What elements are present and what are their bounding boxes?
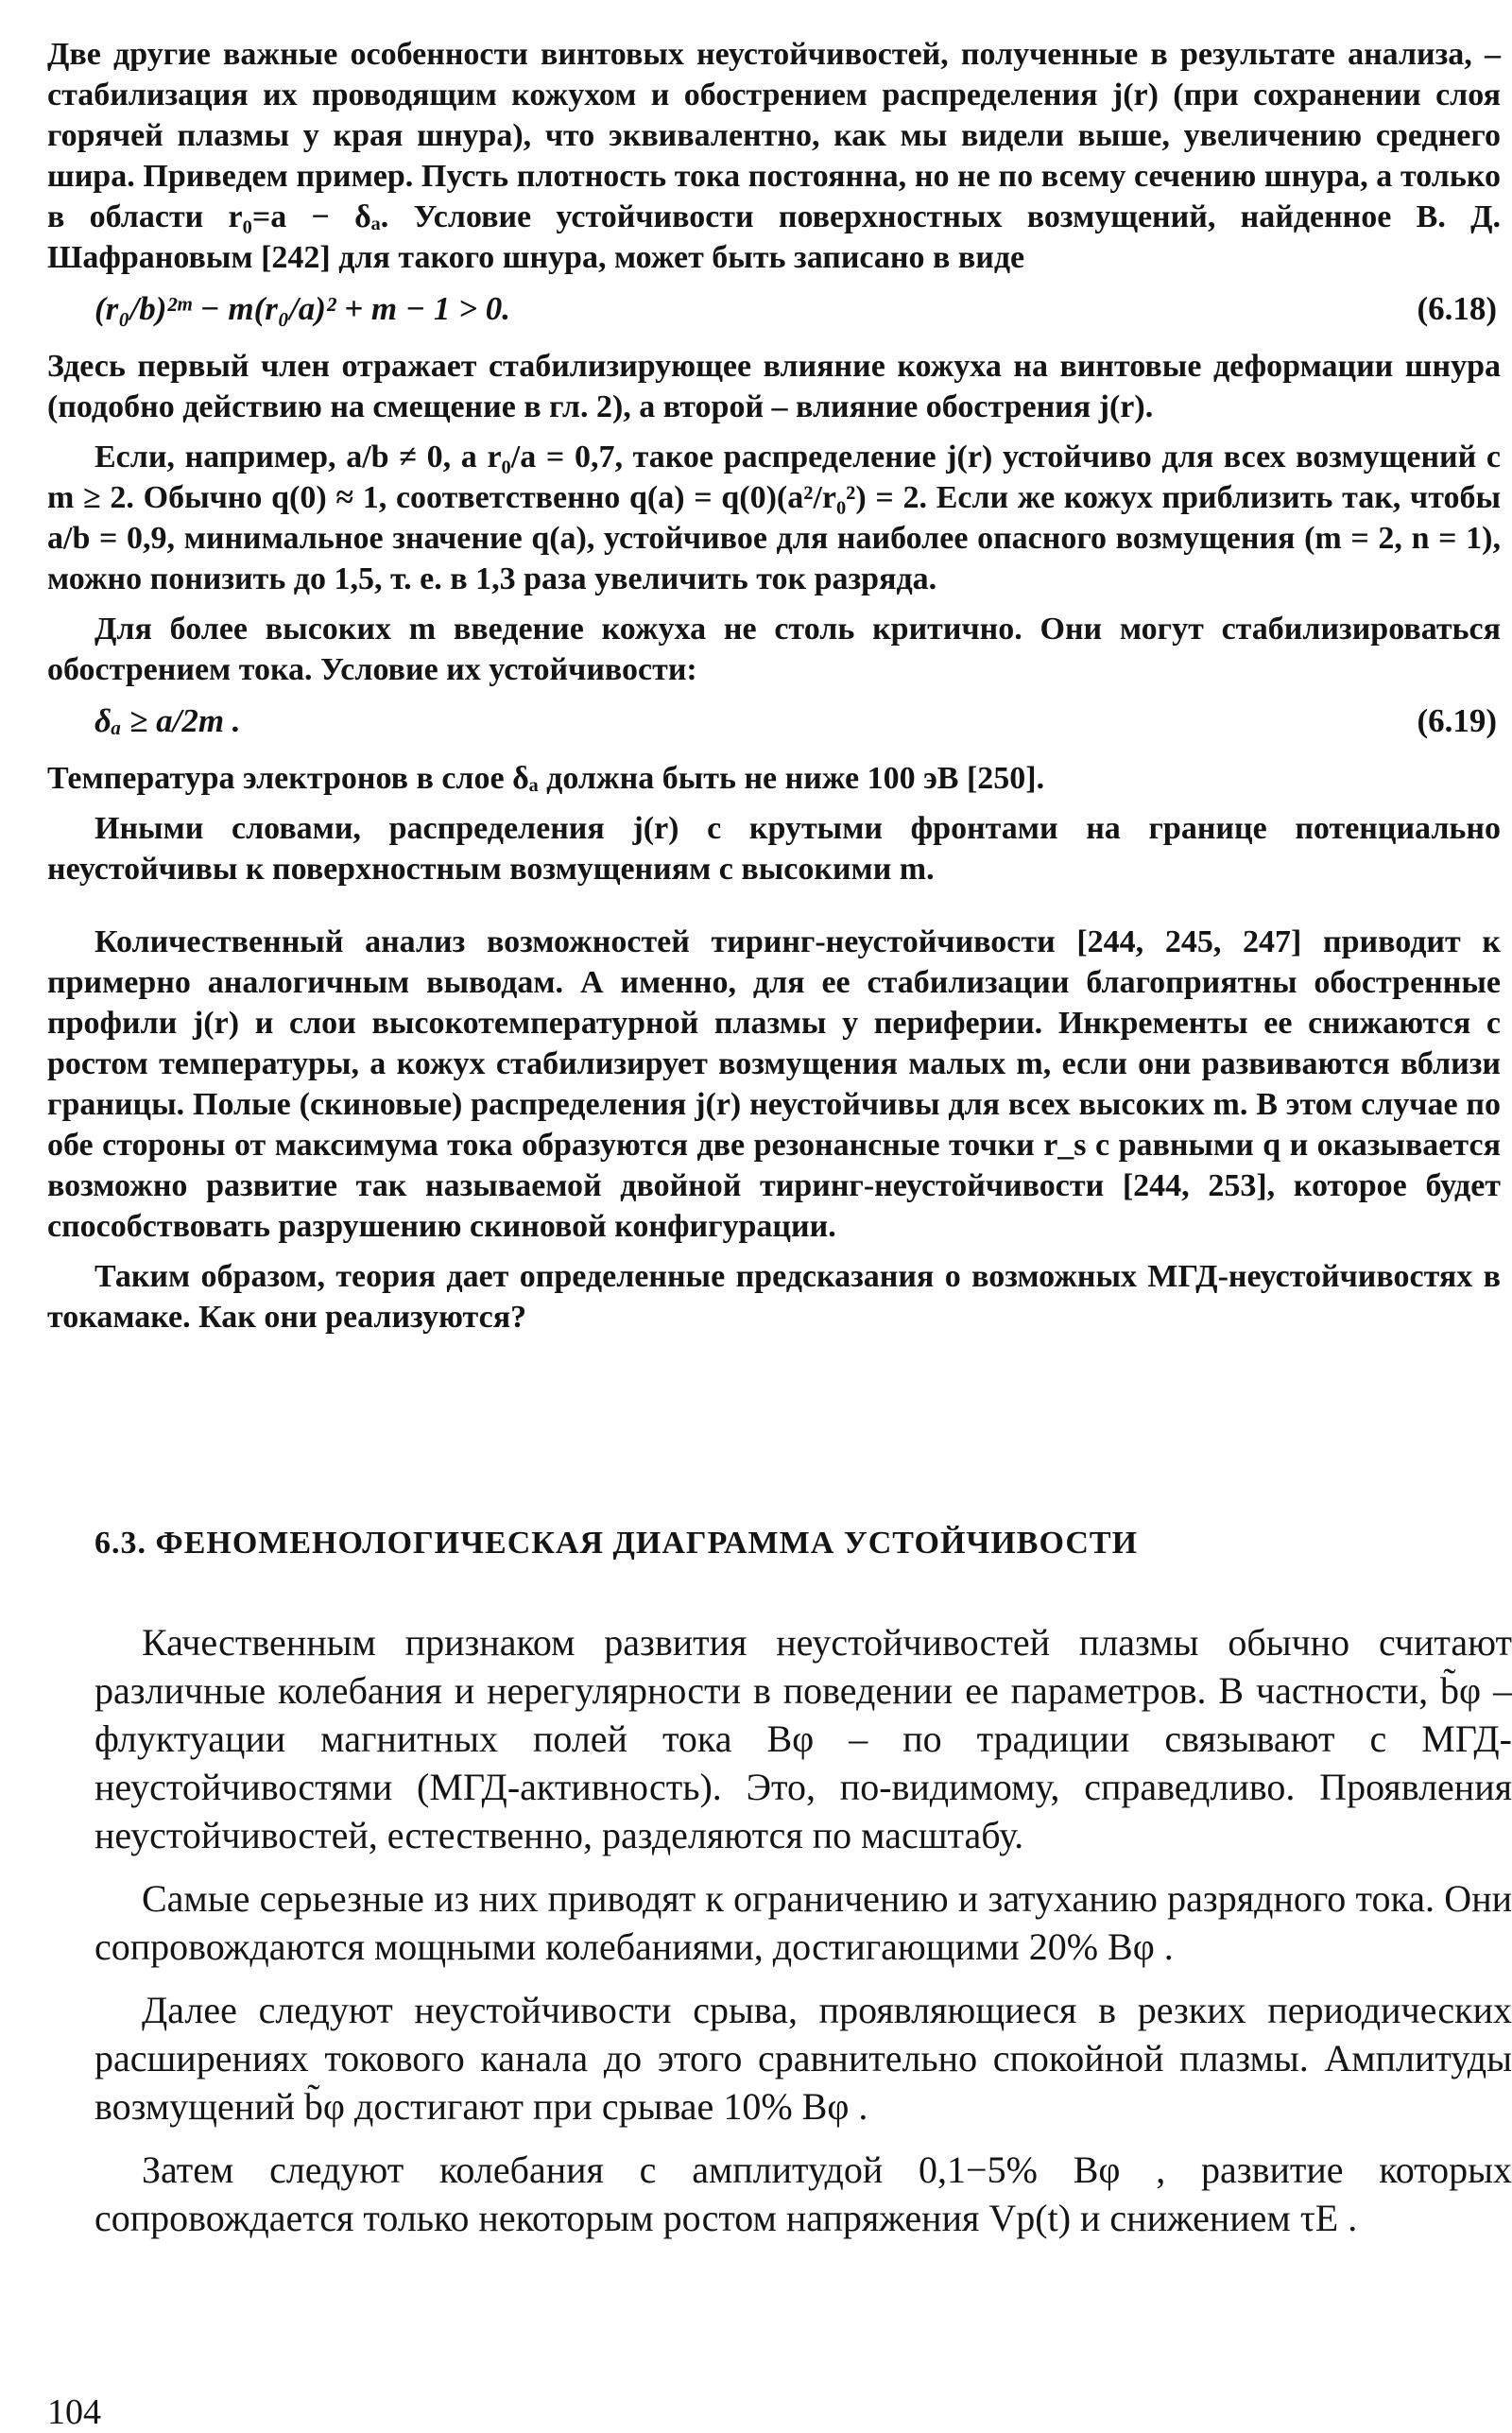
page-number: 104: [47, 2392, 101, 2432]
paragraph-oscillations: Затем следуют колебания с амплитудой 0,1−5% Bφ , развитие которых сопровождается только некоторым ростом напряжения Vp(t) и снижением τE .: [94, 2148, 1512, 2239]
equation-6-19: [47, 699, 1501, 743]
equation-6-19-number: (6.19): [1417, 702, 1497, 739]
equation-6-18-body: (r₀/b)²ᵐ − m(r₀/a)² + m − 1 > 0.: [94, 290, 511, 327]
paragraph-tearing-analysis: Количественный анализ возможностей тиринг-неустойчивости [244, 245, 247] приводит к примерно аналогичным выводам. А именно, для ее стабилизации благоприятны обостренные профили j(r) и слои высокотемпературной плазмы у периферии. Инкременты ее снижаются с ростом температуры, а кожух стабилизирует возмущения малых m, если они развиваются вблизи границы. Полые (скиновые) распределения j(r) неустойчивы для всех высоких m. В этом случае по обе стороны от максимума тока образуются две резонансные точки r_s с равными q и оказывается возможно развитие так называемой двойной тиринг-неустойчивости [244, 253], которое будет способствовать разрушению скиновой конфигурации.: [47, 924, 1501, 1244]
equation-6-19-body: δₐ ≥ a/2m .: [94, 702, 241, 739]
section-theory: [47, 34, 1501, 1347]
section-phenomenology: [94, 1618, 1512, 2257]
page: [47, 34, 1512, 2432]
paragraph-steep-fronts: Иными словами, распределения j(r) с крутыми фронтами на границе потенциально неустойчивы к поверхностным возмущениям с высокими m.: [47, 811, 1501, 887]
spacer: [47, 899, 1501, 922]
paragraph-qualitative-sign: Качественным признаком развития неустойчивостей плазмы обычно считают различные колебания и нерегулярности в поведении ее параметров. В частности, b̃φ – флуктуации магнитных полей тока Bφ – по традиции связывают с МГД-неустойчивостями (МГД-активность). Это, по-видимому, справедливо. Проявления неустойчивостей, естественно, разделяются по масштабу.: [94, 1621, 1512, 1856]
paragraph-conclusion: Таким образом, теория дает определенные предсказания о возможных МГД-неустойчивостях в токамаке. Как они реализуются?: [47, 1259, 1501, 1335]
paragraph-higher-m: Для более высоких m введение кожуха не столь критично. Они могут стабилизироваться обострением тока. Условие их устойчивости:: [47, 612, 1501, 687]
paragraph-first-term: Здесь первый член отражает стабилизирующее влияние кожуха на винтовые деформации шнура (подобно действию на смещение в гл. 2), а второй – влияние обострения j(r).: [47, 349, 1501, 424]
paragraph-helical-features: Две другие важные особенности винтовых неустойчивостей, полученные в результате анализа, – стабилизация их проводящим кожухом и обострением распределения j(r) (при сохранении слоя горячей плазмы у края шнура), что эквивалентно, как мы видели выше, увеличению среднего шира. Приведем пример. Пусть плотность тока постоянна, но не по всему сечению шнура, а только в области r₀=a − δₐ. Условие устойчивости поверхностных возмущений, найденное В. Д. Шафрановым [242] для такого шнура, может быть записано в виде: [47, 37, 1501, 275]
paragraph-example: Если, например, a/b ≠ 0, а r₀/a = 0,7, такое распределение j(r) устойчиво для всех возмущений с m ≥ 2. Обычно q(0) ≈ 1, соответственно q(a) = q(0)(a²/r₀²) = 2. Если же кожух приблизить так, чтобы a/b = 0,9, минимальное значение q(a), устойчивое для наиболее опасного возмущения (m = 2, n = 1), можно понизить до 1,5, т. е. в 1,3 раза увеличить ток разряда.: [47, 440, 1501, 596]
equation-6-18: [47, 287, 1501, 331]
paragraph-electron-temperature: Температура электронов в слое δₐ должна быть не ниже 100 эВ [250].: [47, 761, 1045, 796]
paragraph-disruption: Далее следуют неустойчивости срыва, проявляющиеся в резких периодических расширениях токового канала до этого сравнительно спокойной плазмы. Амплитуды возмущений b̃φ достигают при срывае 10% Bφ .: [94, 1989, 1512, 2128]
equation-6-18-number: (6.18): [1417, 290, 1497, 327]
section-heading: 6.3. ФЕНОМЕНОЛОГИЧЕСКАЯ ДИАГРАММА УСТОЙЧИВОСТИ: [94, 1526, 1139, 1561]
paragraph-serious-instabilities: Самые серьезные из них приводят к ограничению и затуханию разрядного тока. Они сопровождаются мощными колебаниями, достигающими 20% Bφ .: [94, 1877, 1512, 1968]
